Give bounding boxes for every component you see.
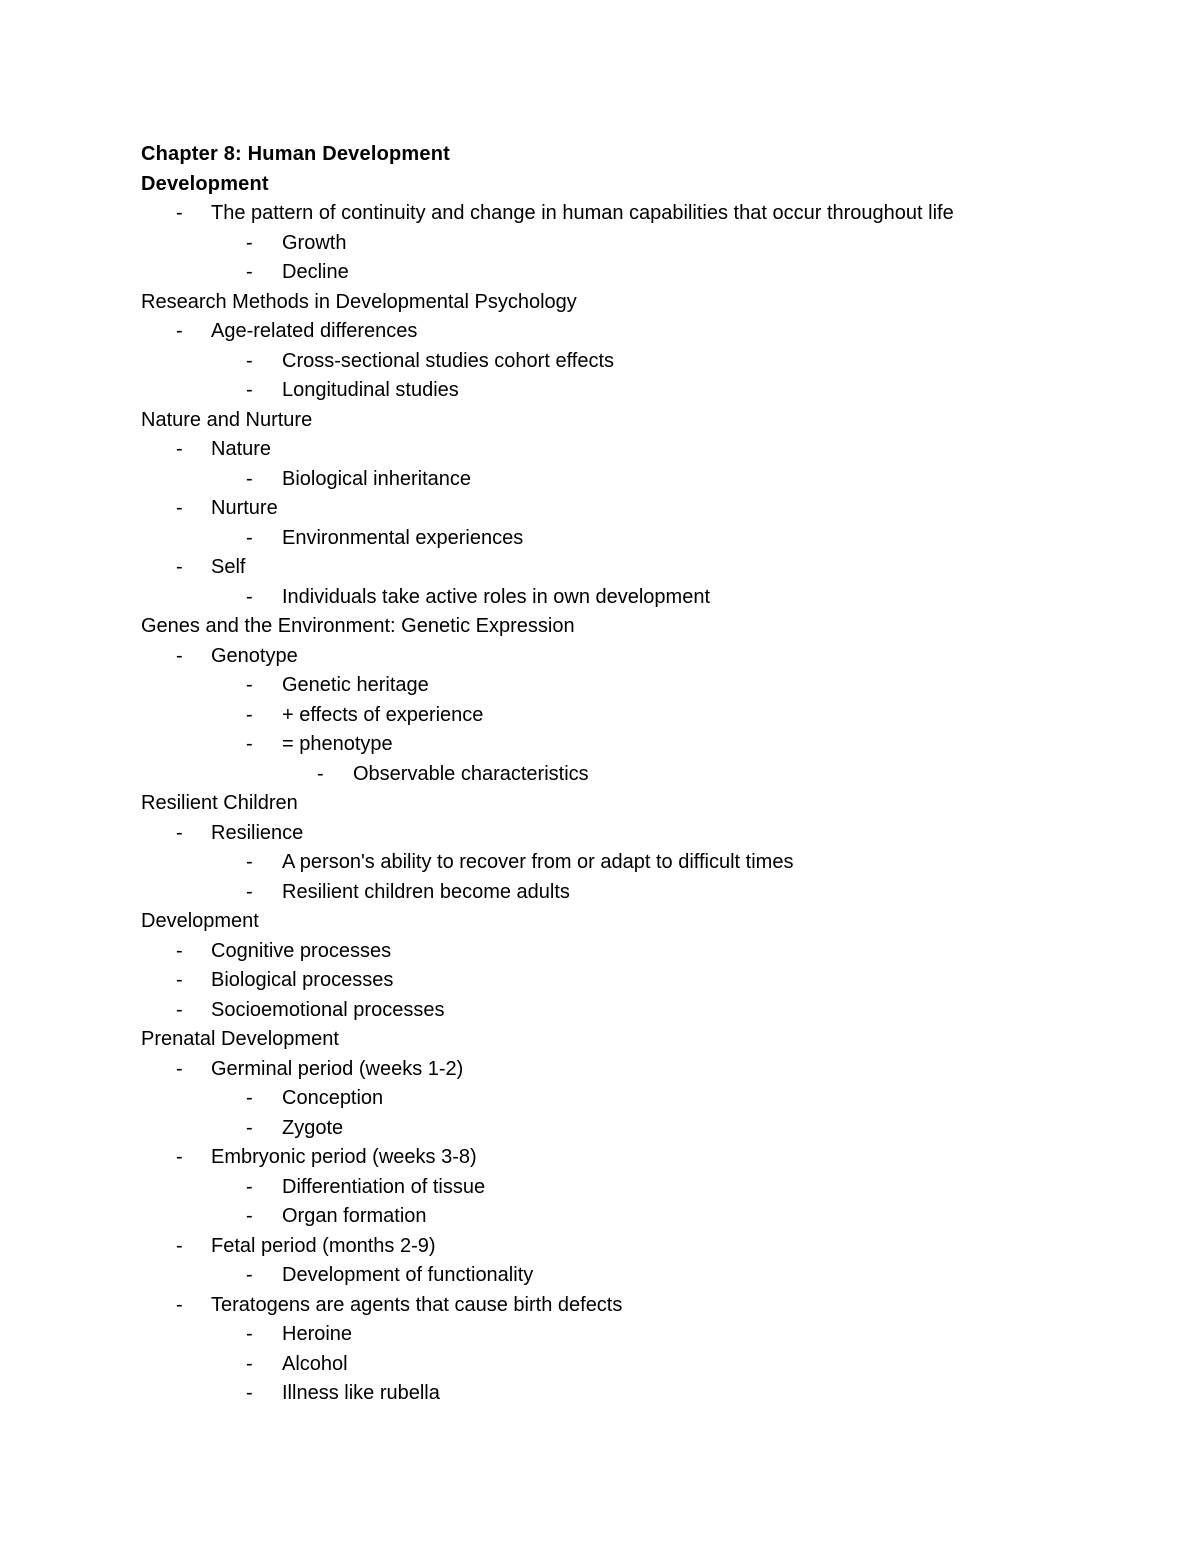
document-page <box>141 140 1141 1409</box>
list-item <box>141 966 1141 996</box>
list-item <box>141 819 1141 849</box>
list-item-text: Biological processes <box>211 969 394 991</box>
dash-bullet-icon: - <box>317 762 324 785</box>
dash-bullet-icon: - <box>246 1323 253 1345</box>
dash-bullet-icon: - <box>176 821 183 844</box>
list-item <box>141 435 1141 465</box>
list-item-text: Self <box>211 556 246 578</box>
dash-bullet-icon: - <box>246 379 253 401</box>
dash-bullet-icon: - <box>246 467 253 490</box>
list-item <box>141 1350 1141 1380</box>
list-item <box>141 1173 1141 1203</box>
outline-list <box>141 170 1141 1409</box>
dash-bullet-icon: - <box>246 1352 253 1375</box>
list-item-text: Nurture <box>211 497 278 519</box>
list-item <box>141 317 1141 347</box>
section-heading: Research Methods in Developmental Psychology <box>141 290 577 313</box>
list-item-text: Alcohol <box>282 1352 348 1375</box>
list-item <box>141 1291 1141 1321</box>
list-item <box>141 1143 1141 1173</box>
dash-bullet-icon: - <box>176 202 183 224</box>
dash-bullet-icon: - <box>246 1264 253 1286</box>
dash-bullet-icon: - <box>246 733 253 755</box>
dash-bullet-icon: - <box>246 349 253 372</box>
list-item <box>141 376 1141 406</box>
list-item-text: Nature <box>211 438 272 460</box>
dash-bullet-icon: - <box>176 497 183 519</box>
dash-bullet-icon: - <box>246 231 253 254</box>
dash-bullet-icon: - <box>246 851 253 873</box>
list-item-text: Cross-sectional studies cohort effects <box>282 349 615 372</box>
list-item-text: Differentiation of tissue <box>282 1175 486 1198</box>
dash-bullet-icon: - <box>176 1146 183 1168</box>
dash-bullet-icon: - <box>246 674 253 696</box>
list-item-text: Growth <box>282 231 347 254</box>
list-item <box>141 1261 1141 1291</box>
dash-bullet-icon: - <box>176 1057 183 1080</box>
list-item-text: Age-related differences <box>211 320 418 342</box>
list-item-text: Resilience <box>211 821 304 844</box>
dash-bullet-icon: - <box>176 320 183 342</box>
list-item-text: Teratogens are agents that cause birth defects <box>211 1293 623 1316</box>
list-item-text: Germinal period (weeks 1-2) <box>211 1057 464 1080</box>
list-item <box>141 553 1141 583</box>
dash-bullet-icon: - <box>246 261 253 283</box>
list-item <box>141 1055 1141 1085</box>
list-item-text: Development of functionality <box>282 1264 534 1286</box>
list-item <box>141 347 1141 377</box>
dash-bullet-icon: - <box>246 880 253 903</box>
list-item <box>141 760 1141 790</box>
document-title: Chapter 8: Human Development <box>141 143 450 165</box>
list-item <box>141 996 1141 1026</box>
list-item <box>141 1202 1141 1232</box>
list-item <box>141 1320 1141 1350</box>
list-item <box>141 642 1141 672</box>
dash-bullet-icon: - <box>246 585 253 608</box>
dash-bullet-icon: - <box>246 1175 253 1198</box>
list-item-text: A person's ability to recover from or adapt to difficult times <box>282 851 794 873</box>
list-item-text: Individuals take active roles in own development <box>282 585 711 608</box>
list-item <box>141 730 1141 760</box>
list-item <box>141 1232 1141 1262</box>
list-item-text: = phenotype <box>282 733 393 755</box>
list-item <box>141 524 1141 554</box>
list-item-text: Illness like rubella <box>282 1382 440 1404</box>
dash-bullet-icon: - <box>246 1382 253 1404</box>
list-item-text: Genotype <box>211 644 298 667</box>
dash-bullet-icon: - <box>246 1087 253 1109</box>
list-item <box>141 199 1141 229</box>
list-item-text: Genetic heritage <box>282 674 429 696</box>
section-heading: Development <box>141 910 259 932</box>
list-item <box>141 1379 1141 1409</box>
dash-bullet-icon: - <box>176 939 183 962</box>
list-item-text: The pattern of continuity and change in human capabilities that occur throughout life <box>211 202 954 224</box>
dash-bullet-icon: - <box>246 526 253 549</box>
list-item <box>141 494 1141 524</box>
list-item <box>141 848 1141 878</box>
list-item <box>141 937 1141 967</box>
list-item <box>141 258 1141 288</box>
dash-bullet-icon: - <box>176 998 183 1021</box>
list-item-text: Embryonic period (weeks 3-8) <box>211 1146 477 1168</box>
list-item-text: + effects of experience <box>282 703 484 726</box>
list-item <box>141 671 1141 701</box>
dash-bullet-icon: - <box>176 556 183 578</box>
list-item-text: Longitudinal studies <box>282 379 459 401</box>
dash-bullet-icon: - <box>246 1116 253 1139</box>
list-item-text: Socioemotional processes <box>211 998 445 1021</box>
section-heading: Genes and the Environment: Genetic Expression <box>141 615 575 637</box>
section-heading: Resilient Children <box>141 792 298 814</box>
list-item <box>141 465 1141 495</box>
section-heading: Development <box>141 172 269 195</box>
list-item <box>141 583 1141 613</box>
list-item-text: Fetal period (months 2-9) <box>211 1234 436 1257</box>
dash-bullet-icon: - <box>176 1234 183 1257</box>
list-item-text: Observable characteristics <box>353 762 589 785</box>
section-heading: Prenatal Development <box>141 1028 339 1050</box>
list-item-text: Conception <box>282 1087 384 1109</box>
list-item <box>141 229 1141 259</box>
list-item <box>141 878 1141 908</box>
list-item-text: Biological inheritance <box>282 467 472 490</box>
list-item <box>141 1114 1141 1144</box>
list-item-text: Heroine <box>282 1323 353 1345</box>
dash-bullet-icon: - <box>246 1205 253 1227</box>
list-item-text: Resilient children become adults <box>282 880 570 903</box>
dash-bullet-icon: - <box>176 438 183 460</box>
section-heading: Nature and Nurture <box>141 408 313 431</box>
dash-bullet-icon: - <box>176 969 183 991</box>
dash-bullet-icon: - <box>246 703 253 726</box>
list-item-text: Organ formation <box>282 1205 427 1227</box>
list-item <box>141 701 1141 731</box>
list-item <box>141 1084 1141 1114</box>
list-item-text: Environmental experiences <box>282 526 524 549</box>
list-item-text: Zygote <box>282 1116 344 1139</box>
list-item-text: Cognitive processes <box>211 939 392 962</box>
dash-bullet-icon: - <box>176 644 183 667</box>
dash-bullet-icon: - <box>176 1293 183 1316</box>
list-item-text: Decline <box>282 261 349 283</box>
